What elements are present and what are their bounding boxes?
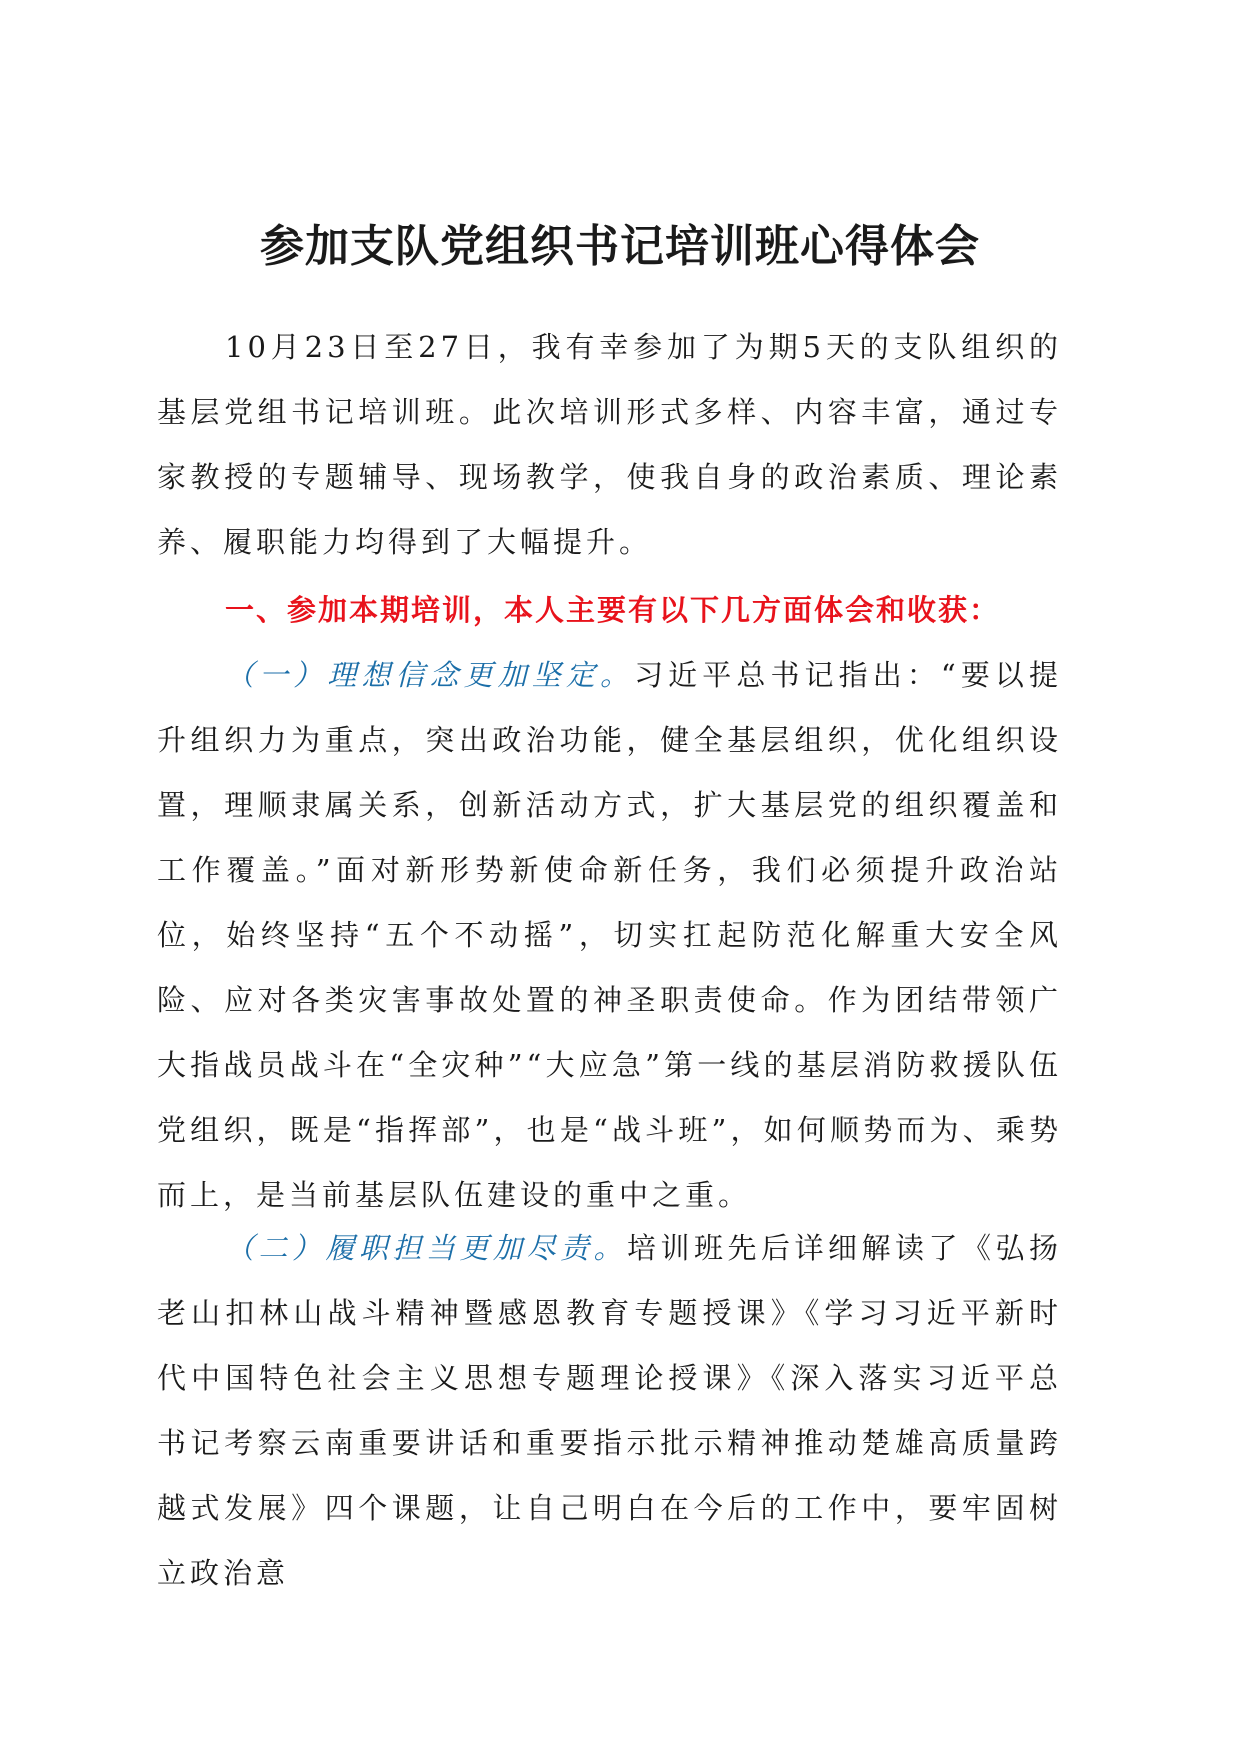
section-heading-1: 一、参加本期培训，本人主要有以下几方面体会和收获： [225,593,1001,627]
document-title: 参加支队党组织书记培训班心得体会 [260,221,980,272]
item-1-heading: （一）理想信念更加坚定。 [225,658,635,692]
intro-paragraph: 10月23日至27日，我有幸参加了为期5天的支队组织的基层党组书记培训班。此次培训形式多样、内容丰富，通过专家教授的专题辅导、现场教学，使我自身的政治素质、理论素养、履职能力均得到了大幅提升。 [157,330,1062,559]
item-1-body: 习近平总书记指出：“要以提升组织力为重点，突出政治功能，健全基层组织，优化组织设置，理顺隶属关系，创新活动方式，扩大基层党的组织覆盖和工作覆盖。”面对新形势新使命新任务，我们必须提升政治站位，始终坚持“五个不动摇”，切实扛起防范化解重大安全风险、应对各类灾害事故处置的神圣职责使命。作为团结带领广大指战员战斗在“全灾种”“大应急”第一线的基层消防救援队伍党组织，既是“指挥部”，也是“战斗班”，如何顺势而为、乘势而上，是当前基层队伍建设的重中之重。 [157,658,1062,1212]
item-2-heading: （二）履职担当更加尽责。 [225,1231,627,1265]
item-2-paragraph [157,1216,1062,1606]
item-1-paragraph [157,643,1062,1228]
item-2-body: 培训班先后详细解读了《弘扬老山扣林山战斗精神暨感恩教育专题授课》《学习习近平新时代中国特色社会主义思想专题理论授课》《深入落实习近平总书记考察云南重要讲话和重要指示批示精神推动楚雄高质量跨越式发展》四个课题，让自己明白在今后的工作中，要牢固树立政治意 [157,1231,1062,1590]
